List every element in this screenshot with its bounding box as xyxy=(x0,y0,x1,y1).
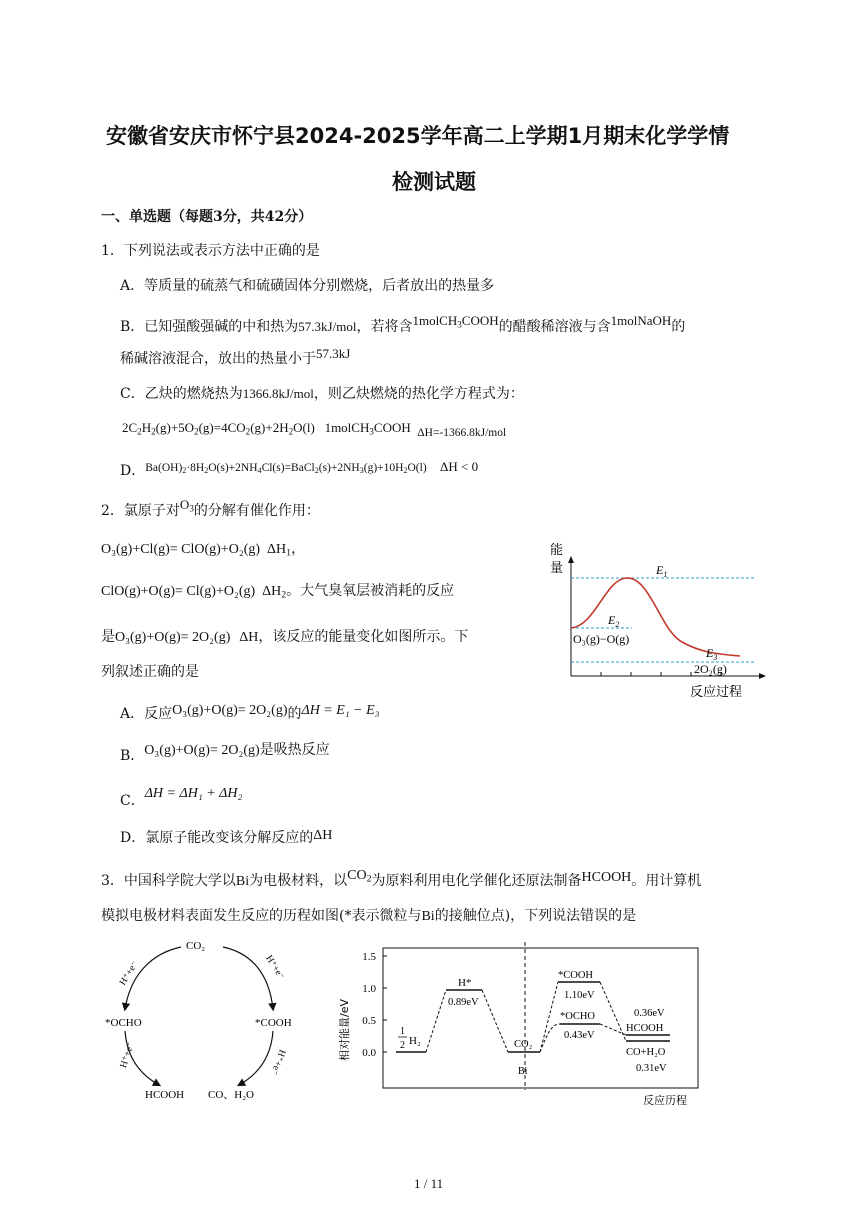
q1-option-b-line2: 稀碱溶液混合，放出的热量小于57.3kJ xyxy=(120,346,351,367)
e2-label: $E_2$ xyxy=(608,613,620,629)
half-label-1: 1 xyxy=(400,1026,405,1037)
q1-stem: 1．下列说法或表示方法中正确的是 xyxy=(101,243,320,259)
energy-xlabel: 反应过程 xyxy=(690,685,743,700)
doc-title-line1: 安徽省安庆市怀宁县2024-2025学年高二上学期1月期末化学学情 xyxy=(106,124,730,148)
energy-031: 0.31eV xyxy=(636,1063,667,1074)
path-seg-1 xyxy=(426,990,446,1052)
ytick-0-5: 0.5 xyxy=(362,1015,376,1027)
q3-stem-line1: 3．中国科学院大学以Bi为电极材料，以$CO_2$为原料利用电化学催化还原法制备HCOOH。用计算机 xyxy=(101,868,702,889)
path-seg-2 xyxy=(482,990,508,1052)
path-seg-cooh-down xyxy=(600,982,626,1041)
reaction-cycle-diagram xyxy=(95,935,310,1107)
q2-stem-line3: 是O₃(g)+O(g)= 2O₂(g) ΔH，该反应的能量变化如图所示。下 xyxy=(101,629,469,645)
q1-option-a: A．等质量的硫蒸气和硫磺固体分别燃烧，后者放出的热量多 xyxy=(120,278,495,294)
q1-option-c-equation: $2C_2H_2(g)+5O_2(g)=4CO_2(g)+2H_2O(l)$ 1molCH$_3$COOH ΔH=-1366.8kJ/mol xyxy=(122,420,507,439)
q2-stem: 2．氯原子对$O_3$的分解有催化作用： xyxy=(101,497,320,519)
cycle-co2: CO₂ xyxy=(186,940,206,952)
q2-equation-2: ClO(g)+O(g)= Cl(g)+O₂(g) $\Delta H_2$。大气臭氧层被消耗的反应 xyxy=(101,584,455,601)
cycle-hcooh: HCOOH xyxy=(145,1089,185,1101)
q2-option-d: D．氯原子能改变该分解反应的ΔH xyxy=(120,828,333,846)
arrow-co2-to-cooh xyxy=(223,947,273,1009)
doc-title-line2: 检测试题 xyxy=(392,170,476,194)
co2-label: CO₂ xyxy=(514,1039,533,1050)
arrow-label-1: H⁺+e⁻ xyxy=(118,959,141,988)
profile-xlabel: 反应历程 xyxy=(643,1094,687,1107)
ytick-0-0: 0.0 xyxy=(362,1047,376,1059)
energy-profile-chart xyxy=(338,940,708,1110)
ytick-1-5: 1.5 xyxy=(362,951,376,963)
q1-option-d: D．$^{Ba(OH)_2\cdot 8H_2O(s)+2NH_4Cl(s)=BaCl_2(s)+2NH_3(g)+10H_2O(l)}$ ΔH < 0 xyxy=(120,459,479,479)
energy-110: 1.10eV xyxy=(564,990,595,1001)
q1-option-b-line1: B．已知强酸强碱的中和热为57.3kJ/mol，若将含1molCH$_3$COOH的醋酸稀溶液与含1molNaOH的 xyxy=(120,313,686,335)
hcooh-label: HCOOH xyxy=(626,1023,664,1034)
arrow-label-2: H⁺+e⁻ xyxy=(263,953,286,982)
reactant-label: O₃(g)−O(g) xyxy=(573,632,630,646)
energy-043: 0.43eV xyxy=(564,1030,595,1041)
co-h2o-label: CO+H₂O xyxy=(626,1047,666,1058)
section-heading: 一、单选题（每题3分，共42分） xyxy=(101,209,313,225)
path-seg-cooh-up xyxy=(540,982,558,1052)
q2-stem-line4: 列叙述正确的是 xyxy=(101,664,199,680)
product-label: 2O₂(g) xyxy=(694,662,727,676)
arrow-label-3: H⁺+e⁻ xyxy=(118,1041,137,1070)
energy-diagram xyxy=(540,538,780,703)
cycle-cooh: *COOH xyxy=(255,1017,292,1029)
page-number: 1 / 11 xyxy=(414,1176,444,1191)
x-axis-arrow xyxy=(759,673,766,679)
energy-089: 0.89eV xyxy=(448,997,479,1008)
profile-ylabel: 相对能量/eV xyxy=(338,999,351,1061)
e3-label: $E_3$ xyxy=(706,646,718,662)
q2-option-a: A．反应O₃(g)+O(g)= 2O₂(g)的ΔH = E₁ − E₃ xyxy=(120,703,380,722)
ocho-label: *OCHO xyxy=(560,1011,596,1022)
energy-ylabel-2: 量 xyxy=(550,561,564,576)
arrow-label-4: H⁺+e⁻ xyxy=(268,1047,287,1077)
bi-label: Bi xyxy=(518,1066,528,1077)
q1-option-c-line1: C．乙炔的燃烧热为1366.8kJ/mol，则乙炔燃烧的热化学方程式为： xyxy=(120,386,524,402)
cycle-ocho: *OCHO xyxy=(105,1017,142,1029)
q3-stem-line2: 模拟电极材料表面发生反应的历程如图(*表示微粒与Bi的接触位点)，下列说法错误的是 xyxy=(101,908,637,924)
e1-label: $E_1$ xyxy=(656,563,668,579)
ytick-1-0: 1.0 xyxy=(362,983,376,995)
energy-036: 0.36eV xyxy=(634,1008,665,1019)
cycle-co-h2o: CO、H₂O xyxy=(208,1089,255,1101)
q2-option-c: C．ΔH = ΔH₁ + ΔH₂ xyxy=(120,786,243,809)
arrow-cooh-to-co xyxy=(239,1031,273,1085)
half-label-2: 2 xyxy=(400,1040,405,1051)
arrow-co2-to-ocho xyxy=(125,947,181,1009)
q2-option-b: B．O₃(g)+O(g)= 2O₂(g)是吸热反应 xyxy=(120,742,330,764)
cooh-label: *COOH xyxy=(558,970,594,981)
path-seg-ocho-up xyxy=(540,1024,560,1052)
q2-equation-1: O₃(g)+Cl(g)= ClO(g)+O₂(g) $\Delta H_1$， xyxy=(101,542,306,559)
half-h2-label: H₂ xyxy=(409,1035,421,1047)
energy-ylabel-1: 能 xyxy=(550,543,564,558)
h-star-label: H* xyxy=(458,977,472,989)
